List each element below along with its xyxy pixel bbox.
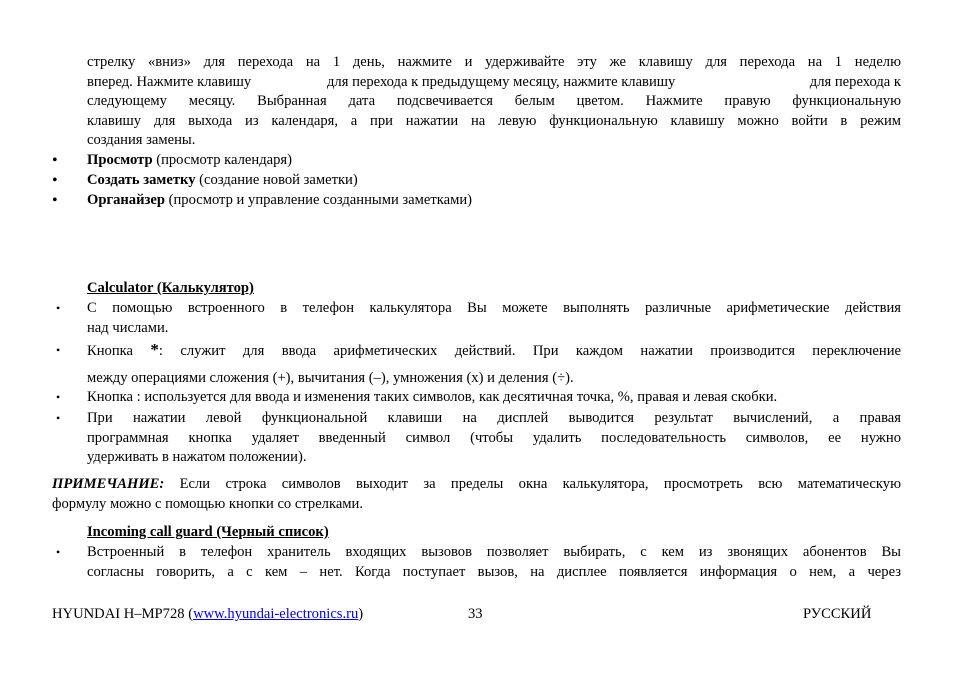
item-line: При нажатии левой функциональной клавиши на дисплей выводится результат вычислений, а правая [87, 410, 901, 426]
footer-model [52, 605, 363, 624]
footer-language: РУССКИЙ [803, 606, 872, 622]
item-line: программная кнопка удаляет введенный символ (чтобы удалить последовательность символов, ее нужно [87, 429, 901, 446]
bullet-icon: • [56, 411, 61, 425]
item-line: удерживать в нажатом положении). [87, 449, 307, 465]
bullet-icon: • [52, 152, 58, 169]
menu-item [87, 191, 901, 211]
bullet-icon: • [56, 390, 61, 404]
menu-item [87, 171, 901, 191]
calculator-heading: Calculator (Калькулятор) [87, 280, 254, 296]
bullet-icon: • [56, 301, 61, 315]
calculator-item [87, 299, 901, 338]
bullet-icon: • [52, 192, 58, 209]
note-line [52, 475, 901, 495]
item-text: Кнопка [87, 343, 151, 359]
calendar-paragraph [87, 53, 901, 151]
menu-item-desc: (просмотр календаря) [152, 152, 292, 168]
calculator-item [87, 340, 901, 362]
paragraph-line: следующему месяцу. Выбранная дата подсвечивается белым цветом. Нажмите правую функциональную [87, 93, 901, 109]
paragraph-text: для перехода к предыдущему месяцу, нажмите клавишу [327, 73, 676, 90]
paragraph-text: для перехода к [809, 73, 901, 90]
call-guard-heading: Incoming call guard (Черный список) [87, 524, 329, 540]
calculator-item [87, 388, 901, 408]
calculator-item-cont [87, 369, 901, 389]
note-label: ПРИМЕЧАНИЕ: [52, 476, 165, 492]
item-line: над числами. [87, 319, 169, 336]
paragraph-text: вперед. Нажмите клавишу [87, 73, 252, 90]
item-line: Кнопка : используется для ввода и изменения таких символов, как десятичная точка, %, правая и левая скобки. [87, 389, 778, 405]
item-text: : служит для ввода арифметических действий. При каждом нажатии производится переключение [158, 343, 901, 359]
menu-item-title: Органайзер [87, 192, 165, 208]
calculator-item [87, 409, 901, 468]
note-text: Если строка символов выходит за пределы окна калькулятора, просмотреть всю математическую [164, 476, 901, 492]
item-line: С помощью встроенного в телефон калькулятора Вы можете выполнять различные арифметические действия [87, 300, 901, 316]
bullet-icon: • [56, 545, 61, 559]
website-link[interactable]: www.hyundai-electronics.ru [193, 606, 359, 622]
bullet-icon: • [52, 172, 58, 189]
asterisk-key-icon: * [150, 340, 159, 359]
paragraph-line [87, 73, 901, 93]
footer-model-text: ) [358, 606, 364, 622]
item-line: Встроенный в телефон хранитель входящих вызовов позволяет выбирать, с кем из звонящих абонентов Вы [87, 544, 901, 560]
paragraph-line: создания замены. [87, 132, 196, 148]
item-line: между операциями сложения (+), вычитания (–), умножения (x) и деления (÷). [87, 370, 574, 386]
paragraph-line: стрелку «вниз» для перехода на 1 день, нажмите и удерживайте эту же клавишу для перехода на 1 неделю [87, 54, 901, 70]
menu-item [87, 151, 901, 171]
item-line: согласны говорить, а с кем – нет. Когда поступает вызов, на дисплее появляется информация о нем, а через [87, 563, 901, 580]
item-line [87, 340, 901, 362]
bullet-icon: • [56, 343, 61, 357]
paragraph-line: клавишу для выхода из календаря, а при нажатии на левую функциональную клавишу можно войти в режим [87, 112, 901, 129]
call-guard-item [87, 543, 901, 582]
note-line: формулу можно с помощью кнопки со стрелками. [52, 495, 363, 512]
menu-item-title: Просмотр [87, 152, 153, 168]
page-number: 33 [468, 606, 483, 622]
menu-item-desc: (создание новой заметки) [195, 172, 358, 188]
menu-item-title: Создать заметку [87, 172, 196, 188]
note-paragraph [52, 475, 901, 514]
footer-model-text: HYUNDAI H–MP728 ( [52, 606, 194, 622]
menu-item-desc: (просмотр и управление созданными заметками) [164, 192, 472, 208]
